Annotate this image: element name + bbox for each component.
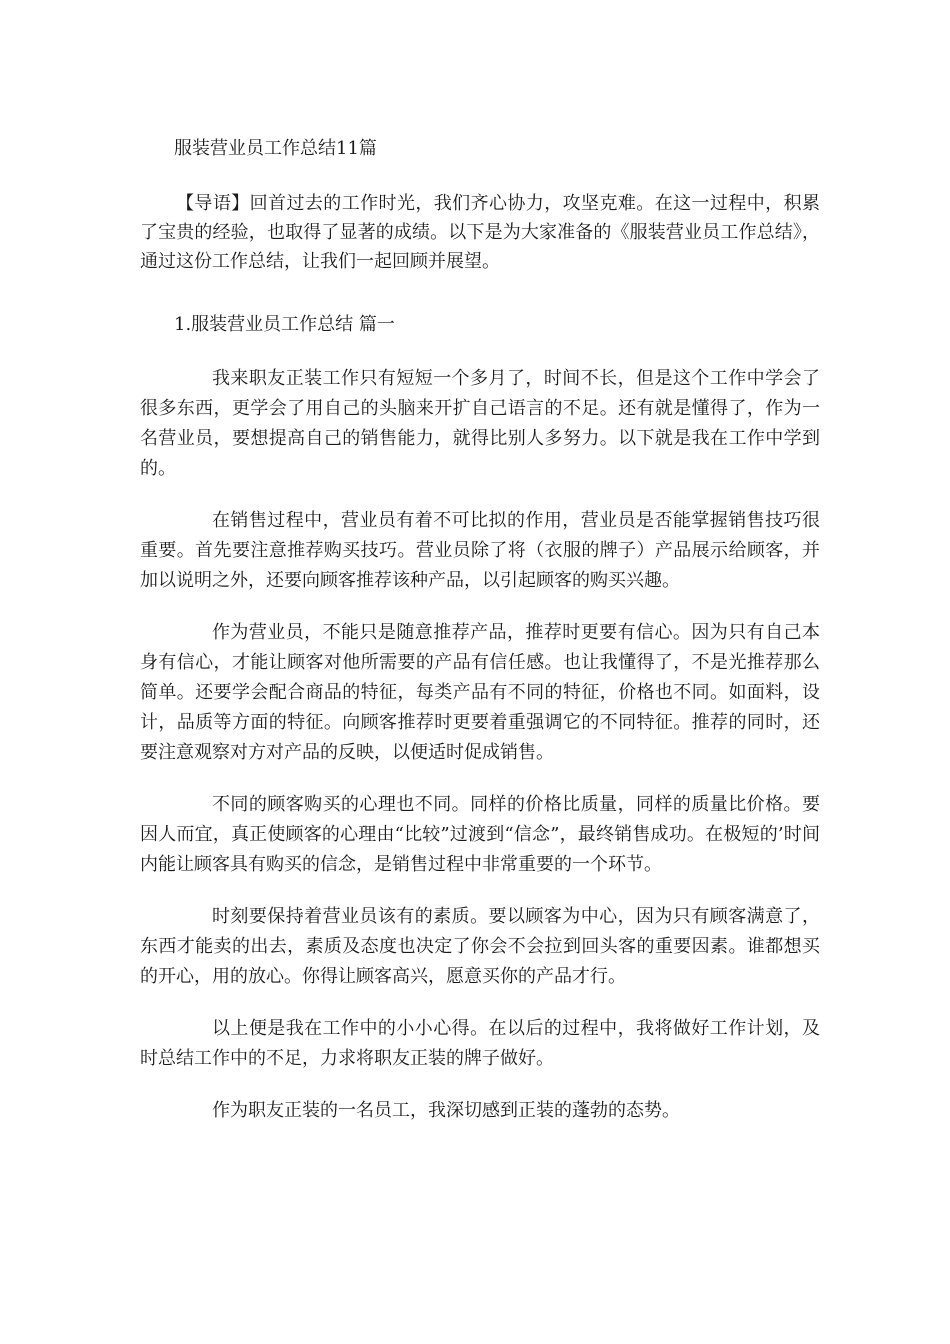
intro-paragraph: 【导语】回首过去的工作时光，我们齐心协力，攻坚克难。在这一过程中，积累了宝贵的经验，也取得了显著的成绩。以下是为大家准备的《服装营业员工作总结》，通过这份工作总结，让我们一起回顾并展望。 bbox=[140, 193, 820, 272]
paragraph: 以上便是我在工作中的小小心得。在以后的过程中，我将做好工作计划，及时总结工作中的不足，力求将职友正装的牌子做好。 bbox=[140, 1018, 820, 1069]
section-heading: 1.服装营业员工作总结 篇一 bbox=[174, 314, 395, 335]
paragraph: 作为职友正装的一名员工，我深切感到正装的蓬勃的态势。 bbox=[212, 1100, 680, 1121]
paragraph: 作为营业员，不能只是随意推荐产品，推荐时更要有信心。因为只有自己本身有信心，才能让顾客对他所需要的产品有信任感。也让我懂得了，不是光推荐那么简单。还要学会配合商品的特征，每类产品有不同的特征，价格也不同。如面料，设计，品质等方面的特征。向顾客推荐时更要着重强调它的不同特征。推荐的同时，还要注意观察对方对产品的反映，以便适时促成销售。 bbox=[140, 622, 820, 763]
body-text bbox=[140, 364, 820, 1148]
paragraph: 不同的顾客购买的心理也不同。同样的价格比质量，同样的质量比价格。要因人而宜，真正使顾客的心理由“比较”过渡到“信念”，最终销售成功。在极短的’时间内能让顾客具有购买的信念，是销售过程中非常重要的一个环节。 bbox=[140, 794, 820, 875]
paragraph: 我来职友正装工作只有短短一个多月了，时间不长，但是这个工作中学会了很多东西，更学会了用自己的头脑来开扩自己语言的不足。还有就是懂得了，作为一名营业员，要想提高自己的销售能力，就得比别人多努力。以下就是我在工作中学到的。 bbox=[140, 368, 820, 479]
document-title: 服装营业员工作总结11篇 bbox=[174, 138, 377, 159]
paragraph: 时刻要保持着营业员该有的素质。要以顾客为中心，因为只有顾客满意了，东西才能卖的出去，素质及态度也决定了你会不会拉到回头客的重要因素。谁都想买的开心，用的放心。你得让顾客高兴，愿意买你的产品才行。 bbox=[140, 906, 820, 987]
paragraph: 在销售过程中，营业员有着不可比拟的作用，营业员是否能掌握销售技巧很重要。首先要注意推荐购买技巧。营业员除了将（衣服的牌子）产品展示给顾客，并加以说明之外，还要向顾客推荐该种产品，以引起顾客的购买兴趣。 bbox=[140, 510, 820, 591]
